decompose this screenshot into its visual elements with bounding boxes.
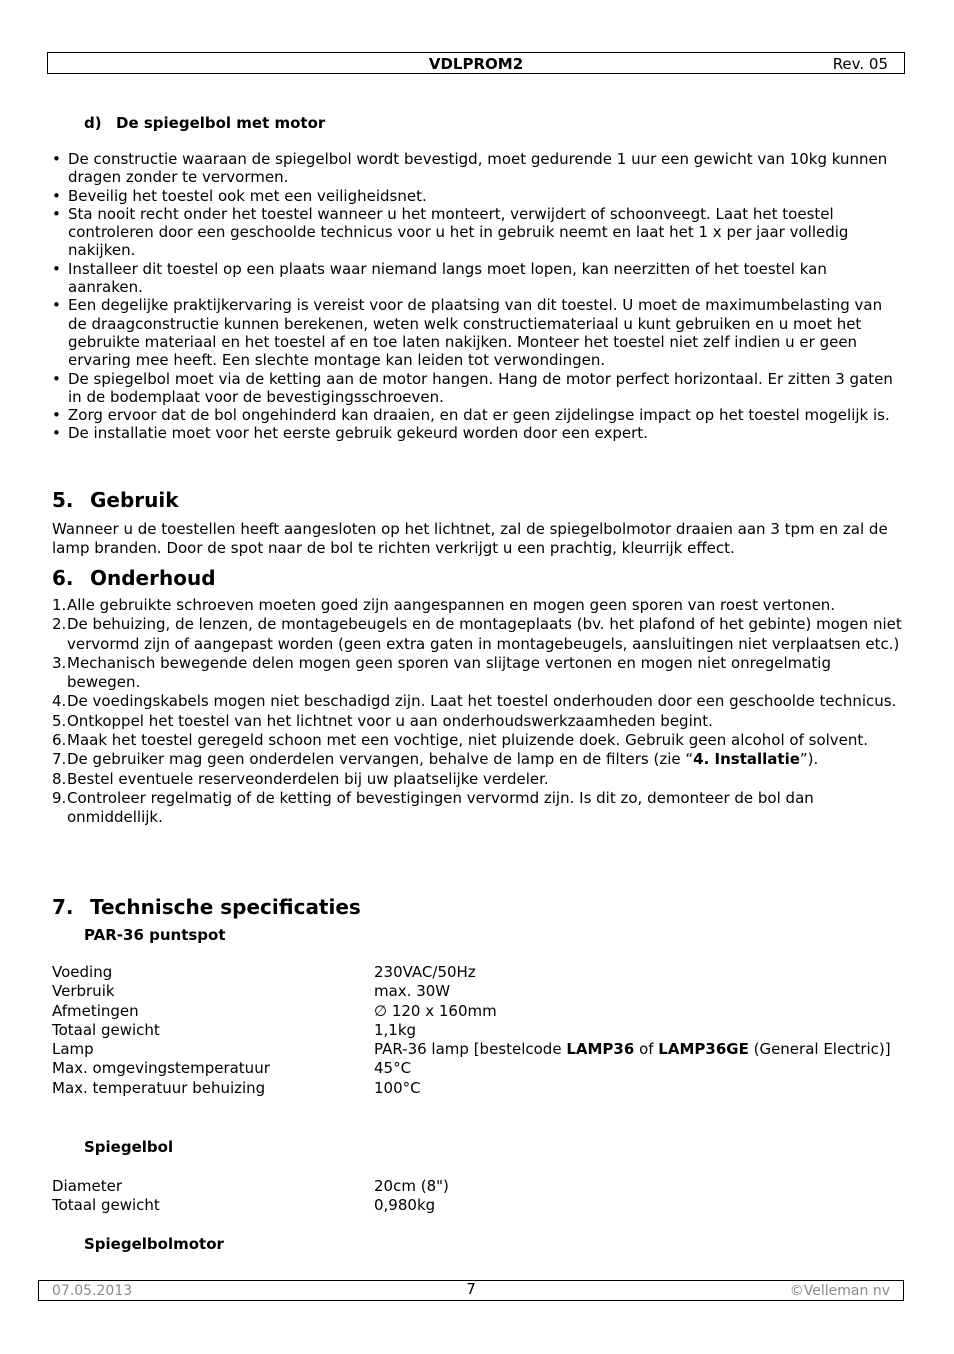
spec-value: 0,980kg — [374, 1196, 436, 1215]
section-5-text: Wanneer u de toestellen heeft aangesloten op het lichtnet, zal de spiegelbolmotor draaien aan 3 tpm en zal de lamp branden. Door de spot naar de bol te richten verkrijgt u een prachtig, kleurrijk effect. — [52, 520, 888, 558]
list-item: • Een degelijke praktijkervaring is vereist voor de plaatsing van dit toestel. U moet de maximumbelasting van de draagconstructie kunnen berekenen, weten welk constructiemateriaal u kunt gebruiken en u moet het gebruikte materiaal en het toestel af en toe laten nakijken. Monteer het toestel niet zelf indien u er geen ervaring mee heeft. Een slechte montage kan leiden tot verwondingen. — [52, 296, 904, 369]
revision: Rev. 05 — [832, 55, 888, 73]
item-number: 7. — [52, 750, 67, 769]
item-number: 3. — [52, 653, 67, 672]
lamp-code-ge: LAMP36GE — [658, 1040, 749, 1059]
lamp-text: of — [634, 1040, 659, 1059]
par36-spec-table — [52, 963, 904, 1098]
item-text-end: ”). — [799, 750, 819, 769]
page-number: 7 — [466, 1280, 476, 1298]
lamp-code: LAMP36 — [566, 1040, 635, 1059]
item-text: Maak het toestel geregeld schoon met een vochtige, niet pluizende doek. Gebruik geen alcohol of solvent. — [67, 731, 869, 750]
spec-value — [374, 1040, 904, 1059]
section-5-number: 5. — [52, 488, 74, 512]
list-item — [52, 615, 904, 654]
model-name: VDLPROM2 — [428, 55, 524, 73]
spec-key: Voeding — [52, 963, 113, 981]
item-text: De voedingskabels mogen niet beschadigd zijn. Laat het toestel onderhouden door een geschoolde technicus. — [67, 692, 897, 711]
section-d-label: d) — [84, 114, 102, 132]
section-7-title: Technische specificaties — [90, 895, 361, 919]
table-row — [52, 1177, 904, 1196]
list-item — [52, 712, 904, 731]
spec-key: Totaal gewicht — [52, 1020, 160, 1039]
item-number: 4. — [52, 692, 67, 711]
section-d-heading — [84, 114, 325, 132]
spec-value: 230VAC/50Hz — [374, 963, 476, 981]
item-text: Mechanisch bewegende delen mogen geen sporen van slijtage vertonen en mogen niet onregelmatig bewegen. — [67, 653, 831, 692]
item-text: Ontkoppel het toestel van het lichtnet voor u aan onderhoudswerkzaamheden begint. — [67, 711, 713, 730]
item-number: 8. — [52, 769, 67, 788]
table-row — [52, 1040, 904, 1059]
table-row — [52, 1196, 904, 1215]
list-item: • Beveilig het toestel ook met een veiligheidsnet. — [52, 187, 904, 205]
spec-key: Totaal gewicht — [52, 1196, 160, 1215]
list-item — [52, 789, 904, 828]
list-item: • De spiegelbol moet via de ketting aan de motor hangen. Hang de motor perfect horizontaal. Er zitten 3 gaten in de bodemplaat voor de bevestigingsschroeven. — [52, 370, 904, 407]
installatie-reference: 4. Installatie — [693, 750, 800, 769]
list-item — [52, 596, 904, 615]
list-item: • Zorg ervoor dat de bol ongehinderd kan draaien, en dat er geen zijdelingse impact op het toestel mogelijk is. — [52, 406, 904, 424]
section-5-heading — [52, 488, 179, 512]
spec-key: Diameter — [52, 1177, 123, 1195]
item-text: De gebruiker mag geen onderdelen vervangen, behalve de lamp en de filters (zie “ — [67, 750, 694, 769]
section-d-title: De spiegelbol met motor — [116, 114, 326, 132]
footer-copyright: ©Velleman nv — [789, 1283, 890, 1299]
section-6-number: 6. — [52, 566, 74, 590]
spiegelbolmotor-heading: Spiegelbolmotor — [84, 1235, 224, 1253]
footer-date: 07.05.2013 — [52, 1283, 133, 1299]
maintenance-list — [52, 596, 904, 828]
table-row — [52, 963, 904, 982]
list-item — [52, 750, 904, 769]
section-6-title: Onderhoud — [90, 566, 216, 590]
table-row — [52, 982, 904, 1001]
item-text: Controleer regelmatig of de ketting of bevestigingen vervormd zijn. Is dit zo, demonteer de bol dan onmiddellijk. — [67, 788, 814, 827]
spec-value: 45°C — [374, 1059, 412, 1078]
list-item — [52, 654, 904, 693]
spec-value: 1,1kg — [374, 1020, 417, 1039]
table-row — [52, 1002, 904, 1021]
table-row — [52, 1079, 904, 1098]
item-number: 6. — [52, 731, 67, 750]
spec-key: Max. omgevingstemperatuur — [52, 1059, 270, 1078]
list-item: • Installeer dit toestel op een plaats waar niemand langs moet lopen, kan neerzitten of het toestel kan aanraken. — [52, 260, 904, 297]
list-item — [52, 731, 904, 750]
spec-value: max. 30W — [374, 982, 451, 1001]
spiegelbol-heading: Spiegelbol — [84, 1138, 174, 1156]
spec-key: Lamp — [52, 1040, 94, 1059]
item-number: 5. — [52, 711, 67, 730]
safety-bullet-list — [52, 150, 904, 443]
section-7-heading — [52, 895, 361, 919]
spec-key: Afmetingen — [52, 1001, 139, 1020]
section-7-number: 7. — [52, 895, 74, 919]
page-footer — [38, 1280, 904, 1301]
spec-value: 100°C — [374, 1078, 421, 1097]
list-item — [52, 692, 904, 711]
section-5-title: Gebruik — [90, 488, 179, 512]
item-number: 9. — [52, 788, 67, 807]
spec-key: Verbruik — [52, 982, 115, 1001]
spec-value: ∅ 120 x 160mm — [374, 1001, 497, 1020]
lamp-text: (General Electric)] — [748, 1040, 891, 1059]
item-text: Bestel eventuele reserveonderdelen bij uw plaatselijke verdeler. — [67, 769, 549, 788]
list-item — [52, 770, 904, 789]
item-text: Alle gebruikte schroeven moeten goed zijn aangespannen en mogen geen sporen van roest vertonen. — [67, 596, 836, 614]
list-item: • Sta nooit recht onder het toestel wanneer u het monteert, verwijdert of schoonveegt. Laat het toestel controleren door een geschoolde technicus voor u het in gebruik neemt en laat het 1 x per jaar volledig nakijken. — [52, 205, 904, 260]
list-item: • De installatie moet voor het eerste gebruik gekeurd worden door een expert. — [52, 424, 904, 442]
table-row — [52, 1059, 904, 1078]
table-row — [52, 1021, 904, 1040]
lamp-text: PAR-36 lamp [bestelcode — [374, 1040, 567, 1059]
par36-heading: PAR-36 puntspot — [84, 926, 226, 944]
spec-value: 20cm (8") — [374, 1177, 449, 1195]
item-number: 2. — [52, 615, 67, 634]
section-6-heading — [52, 566, 216, 590]
item-number: 1. — [52, 596, 67, 614]
page-header — [47, 52, 905, 74]
list-item: • De constructie waaraan de spiegelbol wordt bevestigd, moet gedurende 1 uur een gewicht van 10kg kunnen dragen zonder te vervormen. — [52, 150, 904, 187]
item-text: De behuizing, de lenzen, de montagebeugels en de montageplaats (bv. het plafond of het gebinte) mogen niet vervormd zijn of aangepast worden (geen extra gaten in montagebeugels, aansluitingen niet verplaatsen etc.) — [67, 615, 902, 653]
spiegelbol-spec-table — [52, 1177, 904, 1216]
spec-key: Max. temperatuur behuizing — [52, 1078, 266, 1097]
